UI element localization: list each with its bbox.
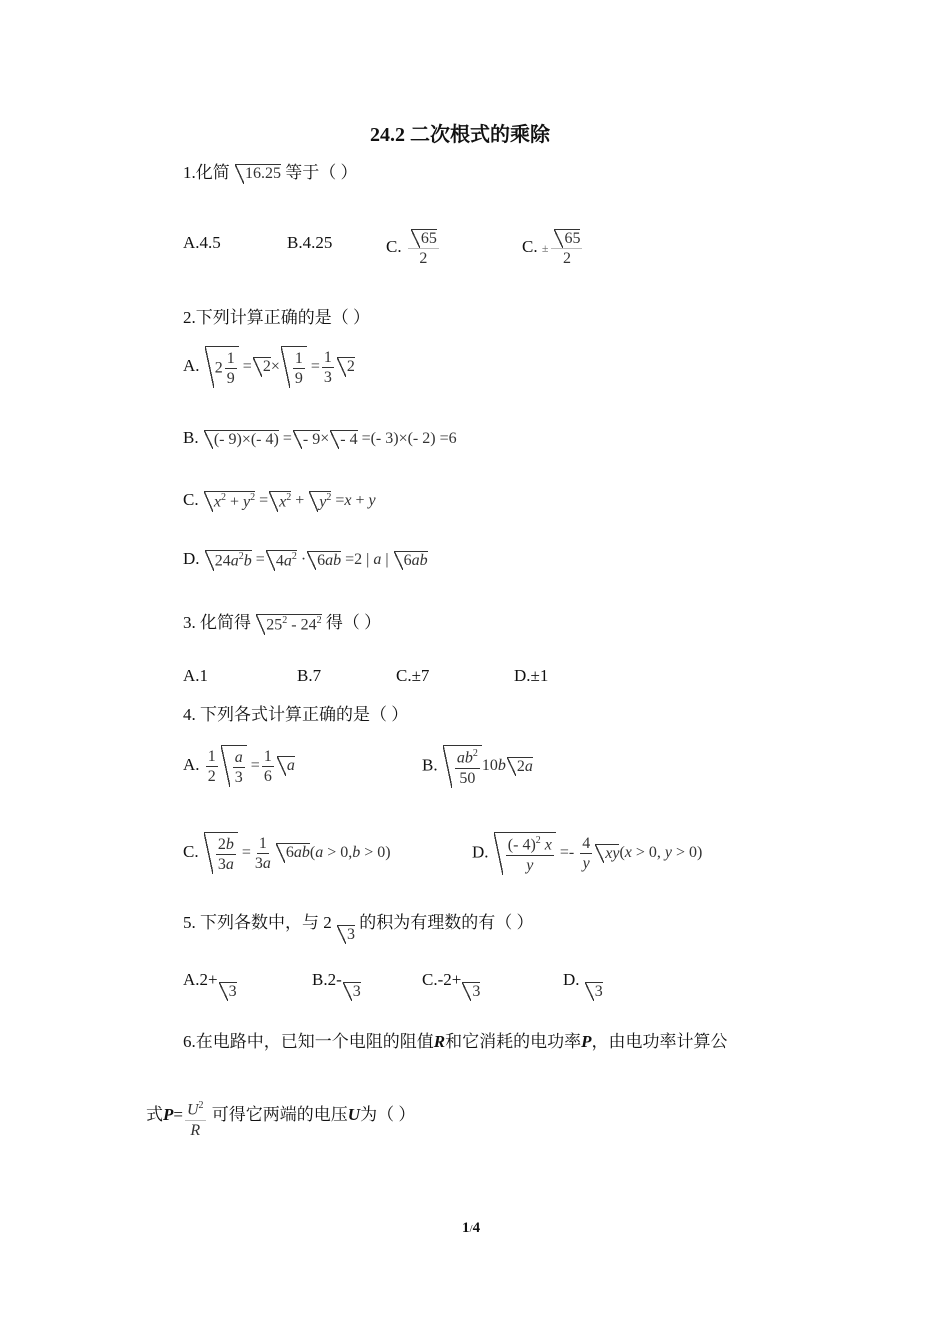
q4-option-c: C. $\frac{2b}{3a}$ = $\frac{1}{3a}$ 6ab(a > 0,b > 0) xyxy=(183,832,391,874)
question-1 xyxy=(183,158,358,184)
question-4: 4. 下列各式计算正确的是（ ） xyxy=(183,705,409,724)
q5-option-b: B.2-3 xyxy=(312,970,361,1000)
q1-c-radical: 65 xyxy=(411,229,437,248)
plus-minus-icon: ± xyxy=(541,240,549,255)
q3-option-d: D.±1 xyxy=(514,666,549,685)
q2-option-d: D. $24a^2b = 4a^2 \cdot 6ab =2$ | a | 6ab xyxy=(183,549,428,570)
q1-radical: 16.25 xyxy=(235,164,281,183)
q2-option-c: C. $x^2 + y^2 = x^2 + y^2 =x + y$ xyxy=(183,490,376,511)
question-6-line-2: 式P= $\frac{U^2}{R}$ 可得它两端的电压U为（ ） xyxy=(146,1100,416,1139)
q3-option-a: A.1 xyxy=(183,666,209,685)
question-5: 5. 下列各数中，与 2 3 的积为有理数的有（ ） xyxy=(183,913,534,943)
q1-option-a: A.4.5 xyxy=(183,233,221,252)
q4-option-d: D. $\frac{(- 4)^2 x}{y}$ =- $\frac{4}{y}$ xy(x > 0, y > 0) xyxy=(472,832,702,875)
q5-option-c: C.-2+3 xyxy=(422,970,481,1000)
q5-option-a: A.2+3 xyxy=(183,970,237,1000)
question-3: 3. 化简得 $25^2 - 24^2$ 得（ ） xyxy=(183,613,382,634)
question-2: 2.下列计算正确的是（ ） xyxy=(183,308,370,327)
q3-option-b: B.7 xyxy=(297,666,322,685)
question-6-line-1: 6.在电路中，已知一个电阻的阻值R和它消耗的电功率P，由电功率计算公 xyxy=(183,1032,728,1051)
q1-after: 等于（ ） xyxy=(285,163,358,182)
q2-option-a: A. 2 $\frac{1}{9}$ = 2× $\frac{1}{9}$ = $\frac{1}{3}$ 2 xyxy=(183,346,355,388)
q2-option-b: B. (- 9)×(- 4) = - 9× - 4 =(- 3)×(- 2) =6 xyxy=(183,428,457,448)
q5-option-d: D. 3 xyxy=(563,970,603,1000)
page-title: 24.2 二次根式的乘除 xyxy=(370,124,550,146)
q1-option-b: B.4.25 xyxy=(287,233,333,252)
q4-option-a: A. $\frac{1}{2}$ $\frac{a}{3}$ = $\frac{1}{6}$ a xyxy=(183,745,295,787)
page-number: 1/4 xyxy=(462,1220,481,1236)
q1-option-c: C. $\frac{65}{2}$ xyxy=(386,229,437,268)
q1-option-d: C. ± $\frac{65}{2}$ xyxy=(522,229,581,268)
q4-option-b: B. $\frac{ab^2}{50}$ 10b 2a xyxy=(422,745,533,788)
q3-option-c: C.±7 xyxy=(396,666,430,685)
q1-text: 1.化简 xyxy=(183,163,230,182)
